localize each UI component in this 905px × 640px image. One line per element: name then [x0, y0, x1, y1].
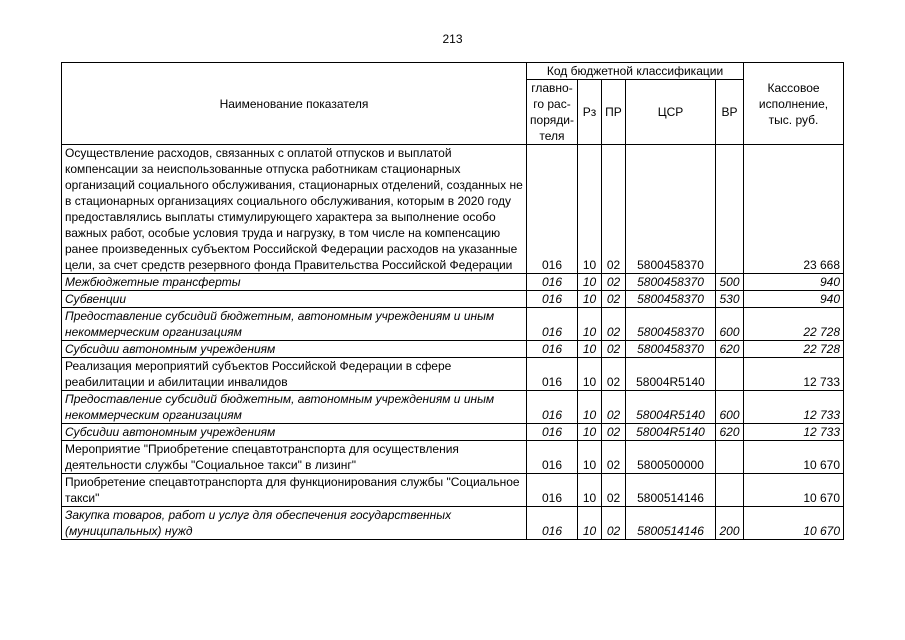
row-amount: 940	[744, 274, 844, 291]
row-pr: 02	[602, 308, 626, 341]
row-vr: 200	[716, 507, 744, 540]
row-amount: 22 728	[744, 308, 844, 341]
row-csr: 5800458370	[626, 145, 716, 274]
row-glavn: 016	[527, 424, 578, 441]
row-name: Субсидии автономным учреждениям	[62, 341, 527, 358]
row-name: Предоставление субсидий бюджетным, автономным учреждениям и иным некоммерческим организациям	[62, 308, 527, 341]
row-glavn: 016	[527, 274, 578, 291]
row-csr: 58004R5140	[626, 424, 716, 441]
row-csr: 5800458370	[626, 274, 716, 291]
row-name: Реализация мероприятий субъектов Российской Федерации в сфере реабилитации и абилитации инвалидов	[62, 358, 527, 391]
row-pr: 02	[602, 291, 626, 308]
row-rz: 10	[578, 274, 602, 291]
row-pr: 02	[602, 507, 626, 540]
table-row	[62, 507, 844, 540]
row-vr	[716, 145, 744, 274]
row-rz: 10	[578, 145, 602, 274]
row-csr: 58004R5140	[626, 391, 716, 424]
row-rz: 10	[578, 358, 602, 391]
row-vr: 620	[716, 341, 744, 358]
header-pr: ПР	[602, 80, 626, 145]
row-amount: 23 668	[744, 145, 844, 274]
table-row	[62, 145, 844, 274]
budget-table	[61, 62, 844, 540]
table-row	[62, 441, 844, 474]
row-vr: 600	[716, 308, 744, 341]
row-name: Мероприятие "Приобретение спецавтотранспорта для осуществления деятельности службы "Социальное такси" в лизинг"	[62, 441, 527, 474]
row-glavn: 016	[527, 145, 578, 274]
row-rz: 10	[578, 391, 602, 424]
row-amount: 12 733	[744, 358, 844, 391]
row-vr	[716, 441, 744, 474]
row-vr: 500	[716, 274, 744, 291]
header-csr: ЦСР	[626, 80, 716, 145]
row-pr: 02	[602, 424, 626, 441]
row-amount: 940	[744, 291, 844, 308]
row-amount: 10 670	[744, 474, 844, 507]
row-glavn: 016	[527, 308, 578, 341]
row-rz: 10	[578, 507, 602, 540]
row-amount: 12 733	[744, 391, 844, 424]
row-csr: 5800458370	[626, 308, 716, 341]
header-classification-code: Код бюджетной классификации	[527, 63, 744, 80]
row-rz: 10	[578, 308, 602, 341]
header-vr: ВР	[716, 80, 744, 145]
table-row	[62, 474, 844, 507]
row-pr: 02	[602, 341, 626, 358]
header-rz: Рз	[578, 80, 602, 145]
row-vr: 620	[716, 424, 744, 441]
row-pr: 02	[602, 274, 626, 291]
row-rz: 10	[578, 341, 602, 358]
row-vr	[716, 358, 744, 391]
header-glavn: главно-го рас-поряди-теля	[527, 80, 578, 145]
table-row	[62, 291, 844, 308]
row-glavn: 016	[527, 291, 578, 308]
row-csr: 58004R5140	[626, 358, 716, 391]
row-glavn: 016	[527, 507, 578, 540]
row-rz: 10	[578, 291, 602, 308]
row-glavn: 016	[527, 441, 578, 474]
row-glavn: 016	[527, 474, 578, 507]
row-rz: 10	[578, 441, 602, 474]
row-name: Субсидии автономным учреждениям	[62, 424, 527, 441]
row-amount: 10 670	[744, 441, 844, 474]
table-body	[62, 145, 844, 540]
row-vr: 530	[716, 291, 744, 308]
table-row	[62, 274, 844, 291]
row-amount: 10 670	[744, 507, 844, 540]
header-name: Наименование показателя	[62, 63, 527, 145]
table-row	[62, 424, 844, 441]
row-vr: 600	[716, 391, 744, 424]
row-vr	[716, 474, 744, 507]
header-amount: Кассовое исполнение, тыс. руб.	[744, 63, 844, 145]
row-glavn: 016	[527, 341, 578, 358]
table-row	[62, 341, 844, 358]
row-pr: 02	[602, 474, 626, 507]
row-name: Межбюджетные трансферты	[62, 274, 527, 291]
row-pr: 02	[602, 391, 626, 424]
row-amount: 12 733	[744, 424, 844, 441]
row-glavn: 016	[527, 358, 578, 391]
table-row	[62, 308, 844, 341]
row-csr: 5800458370	[626, 291, 716, 308]
row-glavn: 016	[527, 391, 578, 424]
row-name: Приобретение спецавтотранспорта для функционирования службы "Социальное такси"	[62, 474, 527, 507]
row-pr: 02	[602, 145, 626, 274]
row-name: Предоставление субсидий бюджетным, автономным учреждениям и иным некоммерческим организациям	[62, 391, 527, 424]
page-number: 213	[442, 32, 463, 46]
table-row	[62, 358, 844, 391]
row-name: Субвенции	[62, 291, 527, 308]
row-pr: 02	[602, 358, 626, 391]
row-rz: 10	[578, 474, 602, 507]
row-name: Закупка товаров, работ и услуг для обеспечения государственных (муниципальных) нужд	[62, 507, 527, 540]
row-pr: 02	[602, 441, 626, 474]
row-csr: 5800514146	[626, 507, 716, 540]
row-amount: 22 728	[744, 341, 844, 358]
table-row	[62, 391, 844, 424]
row-csr: 5800500000	[626, 441, 716, 474]
row-csr: 5800514146	[626, 474, 716, 507]
row-csr: 5800458370	[626, 341, 716, 358]
row-name: Осуществление расходов, связанных с оплатой отпусков и выплатой компенсации за неиспользованные отпуска работникам стационарных организаций социального обслуживания, стационарных отделений, созданных не в стационарных организациях социального обслуживания, которым в 2020 году предоставлялись выплаты стимулирующего характера за выполнение особо важных работ, особые условия труда и нагрузку, в том числе на компенсацию ранее произведенных субъектом Российской Федерации расходов на указанные цели, за счет средств резервного фонда Правительства Российской Федерации	[62, 145, 527, 274]
row-rz: 10	[578, 424, 602, 441]
